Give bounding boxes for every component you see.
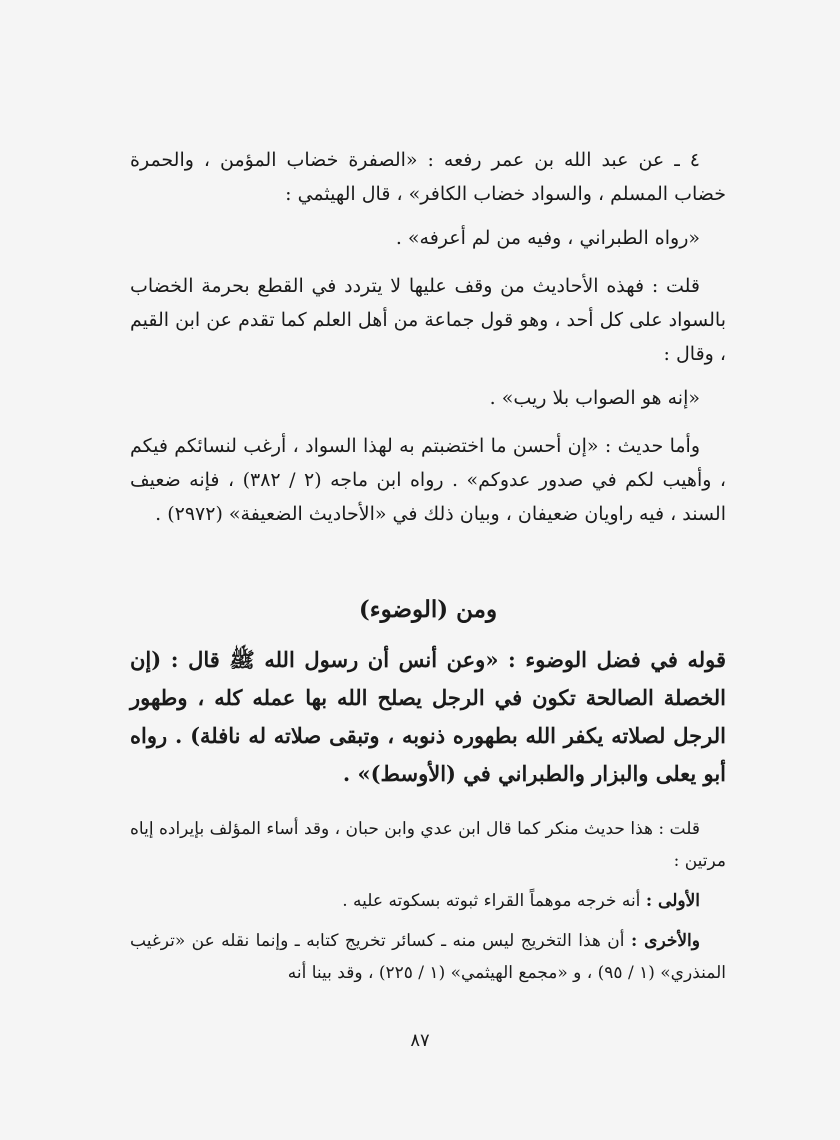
second-point <box>130 925 726 989</box>
first-point <box>130 885 726 917</box>
upper-text-section <box>130 143 726 531</box>
second-point-label: والأخرى : <box>630 931 700 951</box>
hadith-paragraph: وأما حديث : «إن أحسن ما اختضبتم به لهذا السواد ، أرغب لنسائكم فيكم ، وأهيب لكم في صدور عدوكم» . رواه ابن ماجه (٢ / ٣٨٢) ، فإنه ضعيف السند ، فيه راويان ضعيفان ، وبيان ذلك في «الأحاديث الضعيفة» (٢٩٧٢) . <box>130 435 727 525</box>
commentary-paragraph: قلت : هذا حديث منكر كما قال ابن عدي وابن حبان ، وقد أساء المؤلف بإيراده إياه مرتين : <box>130 819 726 871</box>
first-point-label: الأولى : <box>645 891 700 911</box>
page-number: ٨٧ <box>410 1030 430 1051</box>
hadith-paragraph: ٤ ـ عن عبد الله بن عمر رفعه : «الصفرة خضاب المؤمن ، والحمرة خضاب المسلم ، والسواد خضاب الكافر» ، قال الهيثمي : <box>130 149 726 205</box>
commentary-paragraph: قلت : فهذه الأحاديث من وقف عليها لا يتردد في القطع بحرمة الخضاب بالسواد على كل أحد ، وهو قول جماعة من أهل العلم كما تقدم عن ابن القيم ، وقال : <box>130 275 726 365</box>
second-point-text: أن هذا التخريج ليس منه ـ كسائر تخريج كتابه ـ وإنما نقله عن «ترغيب المنذري» (١ / ٩٥) ، و «مجمع الهيثمي» (١ / ٢٢٥) ، وقد بينا أنه <box>130 931 726 983</box>
first-point-text: أنه خرجه موهماً القراء ثبوته بسكوته عليه . <box>342 891 641 911</box>
quoted-hadith-paragraph: قوله في فضل الوضوء : «وعن أنس أن رسول الله ﷺ قال : (إن الخصلة الصالحة تكون في الرجل يصلح الله بها عمله كله ، وطهور الرجل لصلاته يكفر الله بطهوره ذنوبه ، وتبقى صلاته له نافلة) . رواه أبو يعلى والبزار والطبراني في (الأوسط)» . <box>130 647 726 786</box>
quote-paragraph: «رواه الطبراني ، وفيه من لم أعرفه» . <box>395 227 700 249</box>
section-heading: ومن (الوضوء) <box>358 596 498 623</box>
quote-paragraph: «إنه هو الصواب بلا ريب» . <box>489 387 700 409</box>
lower-text-section <box>130 813 726 989</box>
